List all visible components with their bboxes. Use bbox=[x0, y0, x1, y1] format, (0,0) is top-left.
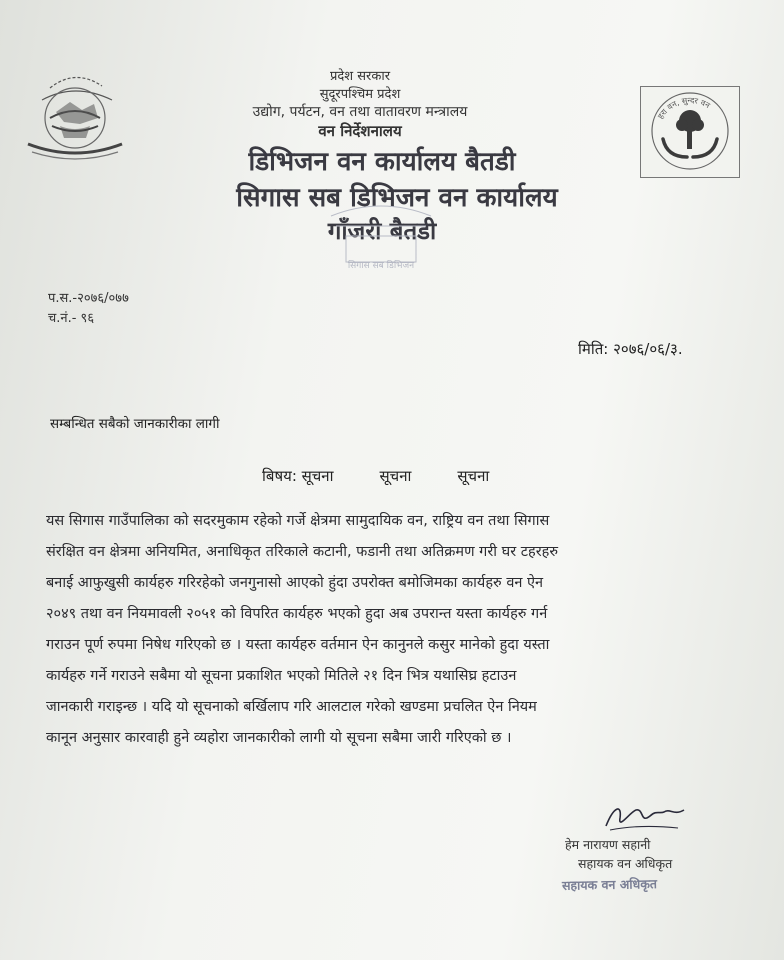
body-line: गराउन पूर्ण रुपमा निषेध गरिएको छ । यस्ता कार्यहरु वर्तमान ऐन कानुनले कसुर मानेको हुदा यस्ता bbox=[46, 637, 550, 653]
header-line-province: सुदूरपश्चिम प्रदेश bbox=[319, 87, 401, 102]
faint-stamp-text: सिगास सब डिभिजन bbox=[347, 261, 415, 271]
body-line: बनाई आफुखुसी कार्यहरु गरिरहेको जनगुनासो आएको हुंदा उपरोक्त बमोजिमका कार्यहरु वन ऐन bbox=[46, 575, 544, 591]
header-line-ministry: उद्योग, पर्यटन, वन तथा वातावरण मन्त्रालय bbox=[252, 104, 468, 120]
recipient-line: सम्बन्धित सबैको जानकारीका लागी bbox=[50, 416, 220, 432]
body-line: २०४९ तथा वन नियमावली २०५१ को विपरित कार्यहरु भएको हुदा अब उपरान्त यस्ता कार्यहरु गर्न bbox=[46, 606, 548, 622]
body-line: यस सिगास गाउँपालिका को सदरमुकाम रहेको गर्जे क्षेत्रमा सामुदायिक वन, राष्ट्रिय वन तथा सिगास bbox=[46, 513, 550, 529]
header-line-government: प्रदेश सरकार bbox=[329, 69, 391, 84]
logo-right-text: हरा वन, सुन्दर वन bbox=[655, 95, 712, 121]
reference-chn: च.नं.- ९६ bbox=[48, 311, 95, 326]
subject-line bbox=[262, 466, 535, 486]
office-title-division: डिभिजन वन कार्यालय बैतडी bbox=[248, 147, 516, 177]
handwritten-signature-icon bbox=[600, 800, 690, 834]
forest-logo-icon bbox=[640, 86, 740, 178]
subject-label: बिषय: सूचना bbox=[262, 467, 334, 485]
body-line: संरक्षित वन क्षेत्रमा अनियमित, अनाधिकृत तरिकाले कटानी, फडानी तथा अतिक्रमण गरी घर टहरहरु bbox=[46, 544, 559, 560]
reference-ps: प.स.-२०७६/०७७ bbox=[48, 291, 129, 306]
subject-word-3: सूचना bbox=[457, 467, 490, 485]
subject-word-2: सूचना bbox=[379, 467, 412, 485]
body-line: कानून अनुसार कारवाही हुने व्यहोरा जानकारीको लागी यो सूचना सबैमा जारी गरिएको छ । bbox=[46, 730, 512, 746]
notice-date: मिति: २०७६/०६/३. bbox=[578, 340, 683, 358]
office-title-subdivision: सिगास सब डिभिजन वन कार्यालय bbox=[236, 183, 558, 213]
office-title-location: गाँजरी बैतडी bbox=[327, 217, 437, 245]
body-line: कार्यहरु गर्ने गराउने सबैमा यो सूचना प्रकाशित भएको मितिले २१ दिन भित्र यथासिघ्र हटाउन bbox=[46, 668, 517, 684]
signer-name: हेम नारायण सहानी bbox=[565, 837, 651, 852]
header-line-directorate: वन निर्देशनालय bbox=[318, 122, 402, 140]
official-stamp-text: सहायक वन अधिकृत bbox=[561, 876, 658, 893]
body-line: जानकारी गराइन्छ । यदि यो सूचनाको बर्खिलाप गरि आलटाल गरेको खण्डमा प्रचलित ऐन नियम bbox=[46, 699, 537, 715]
signer-title: सहायक वन अधिकृत bbox=[578, 856, 673, 871]
faint-stamp-icon bbox=[326, 196, 436, 276]
